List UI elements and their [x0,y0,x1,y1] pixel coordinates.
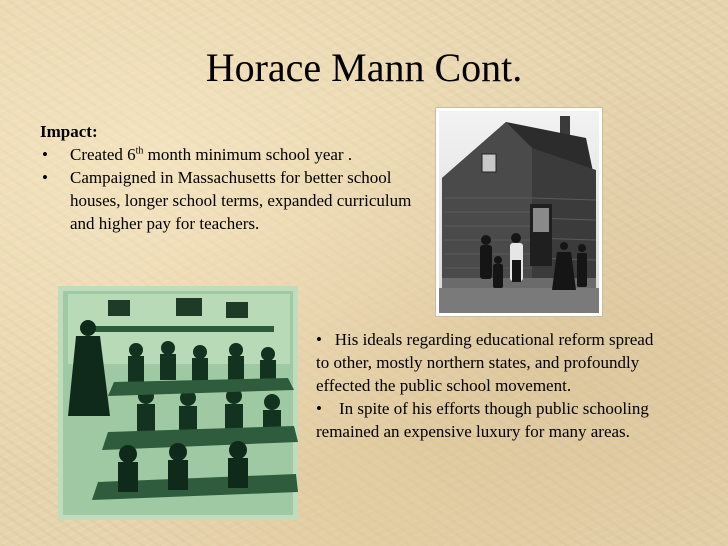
impact-section [40,120,420,235]
impact-item-superscript: th [135,145,144,157]
impact-label: Impact: [40,122,98,141]
impact-list [40,143,420,235]
impact-item-text-end: month minimum school year . [143,145,353,164]
classroom-photo [58,286,298,520]
bullet-icon: • [316,399,322,418]
bullet-icon: • [316,330,322,349]
reform-item-text: His ideals regarding educational reform spread to other, mostly northern states, and profoundly effected the public school movement. [316,330,654,395]
impact-item-school-year [40,143,420,166]
slide-title: Horace Mann Cont. [205,45,523,90]
reform-list [316,328,656,443]
bullet-icon: • [42,145,48,164]
schoolhouse-image [436,108,602,316]
reform-item-luxury [316,397,656,443]
classroom-image [58,286,298,520]
impact-item-campaign [40,166,420,235]
impact-item-text: Campaigned in Massachusetts for better school houses, longer school terms, expanded curriculum and higher pay for teachers. [70,168,412,233]
reform-item-text: In spite of his efforts though public schooling remained an expensive luxury for many areas. [316,399,649,441]
right-text-section [316,328,656,443]
schoolhouse-photo [436,108,602,316]
impact-item-text-start: Created 6 [70,145,136,164]
reform-item-spread [316,328,656,397]
bullet-icon: • [42,168,48,187]
